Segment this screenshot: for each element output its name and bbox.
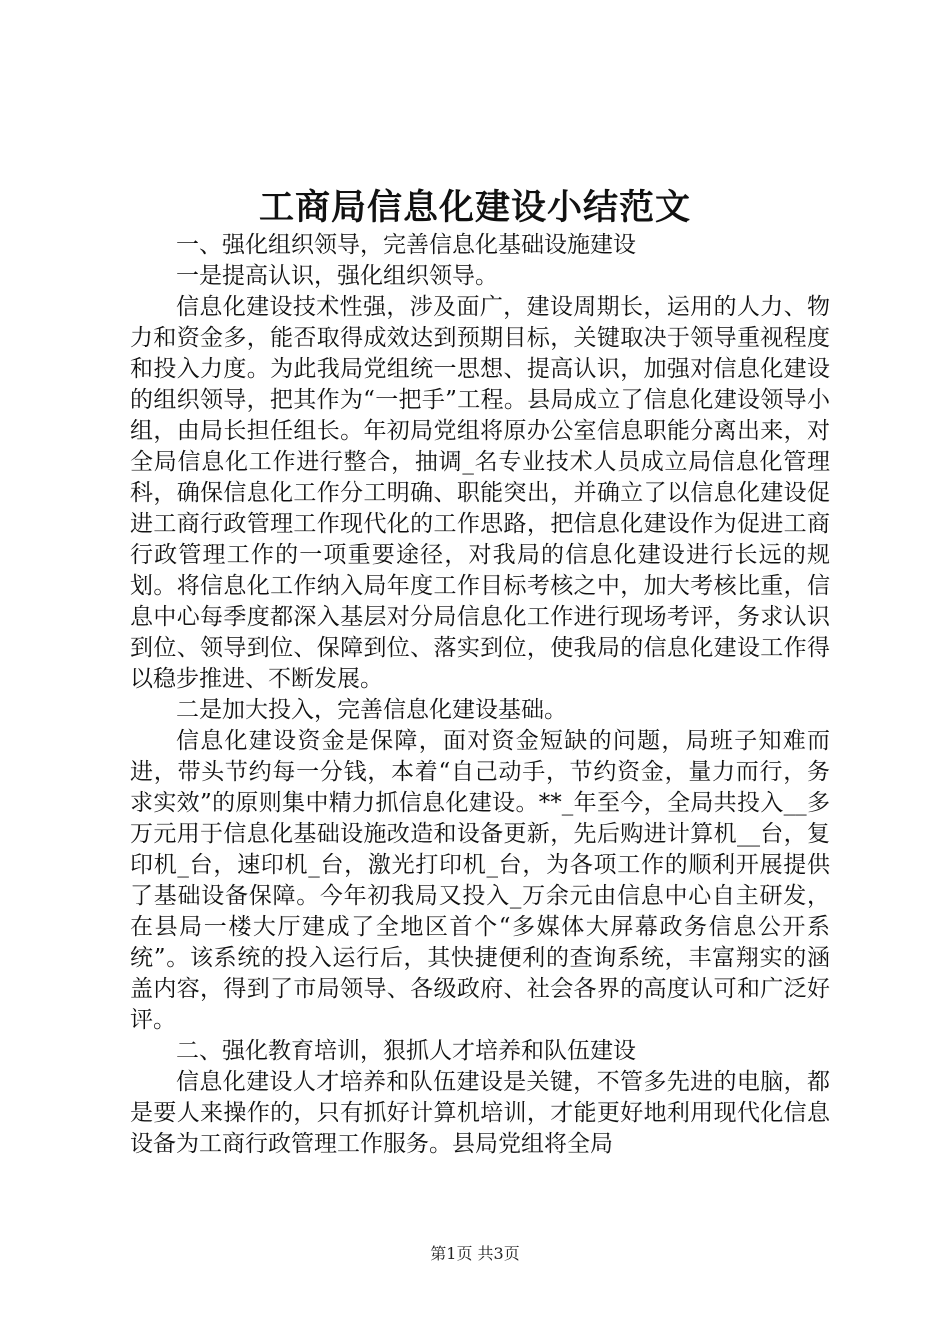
body-paragraph: 信息化建设技术性强，涉及面广，建设周期长，运用的人力、物力和资金多，能否取得成效达到预期目标，关键取决于领导重视程度和投入力度。为此我局党组统一思想、提高认识，加强对信息化建设的组织领导，把其作为“一把手”工程。县局成立了信息化建设领导小组，由局长担任组长。年初局党组将原办公室信息职能分离出来，对全局信息化工作进行整合，抽调_名专业技术人员成立局信息化管理科，确保信息化工作分工明确、职能突出，并确立了以信息化建设促进工商行政管理工作现代化的工作思路，把信息化建设作为促进工商行政管理工作的一项重要途径，对我局的信息化建设进行长远的规划。将信息化工作纳入局年度工作目标考核之中，加大考核比重，信息中心每季度都深入基层对分局信息化工作进行现场考评，务求认识到位、领导到位、保障到位、落实到位，使我局的信息化建设工作得以稳步推进、不断发展。 [130, 294, 830, 692]
section-heading-1: 一、强化组织领导，完善信息化基础设施建设 [176, 232, 636, 258]
subsection-heading-1: 一是提高认识，强化组织领导。 [176, 263, 498, 289]
section-heading-2: 二、强化教育培训，狠抓人才培养和队伍建设 [176, 1038, 636, 1064]
document-body [130, 230, 830, 1160]
body-paragraph: 信息化建设资金是保障，面对资金短缺的问题，局班子知难而进，带头节约每一分钱，本着“自己动手，节约资金，量力而行，务求实效”的原则集中精力抓信息化建设。**_年至今，全局共投入__多万元用于信息化基础设施改造和设备更新，先后购进计算机__台，复印机_台，速印机_台，激光打印机_台，为各项工作的顺利开展提供了基础设备保障。今年初我局又投入_万余元由信息中心自主研发，在县局一楼大厅建成了全地区首个“多媒体大屏幕政务信息公开系统”。该系统的投入运行后，其快捷便利的查询系统，丰富翔实的涵盖内容，得到了市局领导、各级政府、社会各界的高度认可和广泛好评。 [130, 728, 830, 1033]
subsection-heading-2: 二是加大投入，完善信息化建设基础。 [176, 697, 567, 723]
body-paragraph: 信息化建设人才培养和队伍建设是关键，不管多先进的电脑，都是要人来操作的，只有抓好计算机培训，才能更好地利用现代化信息设备为工商行政管理工作服务。县局党组将全局 [130, 1069, 830, 1157]
document-title: 工商局信息化建设小结范文 [258, 187, 691, 228]
page-number-footer: 第1页 共3页 [430, 1244, 520, 1263]
